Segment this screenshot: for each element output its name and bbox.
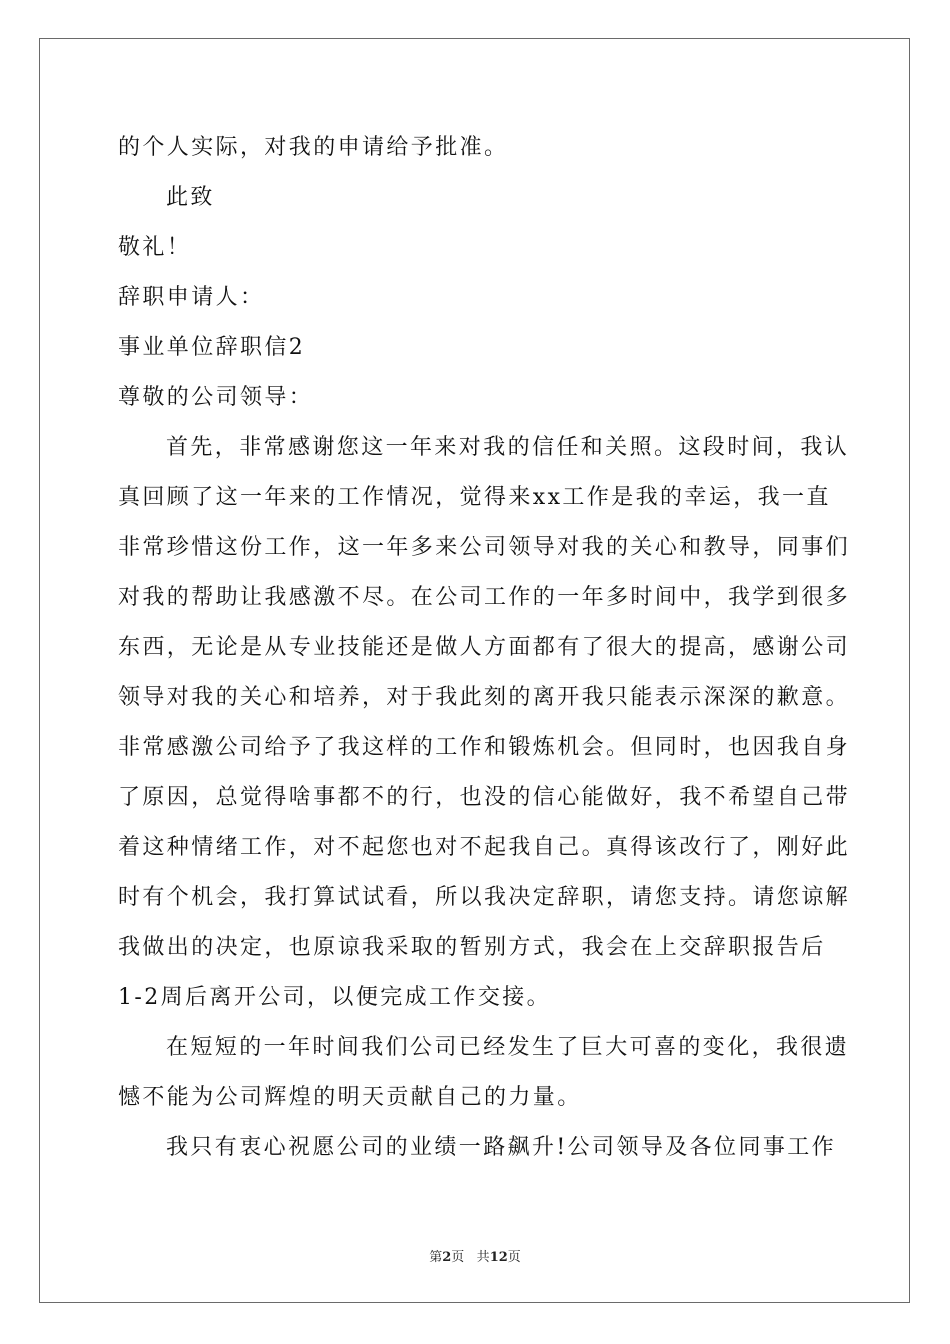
body-line: 的个人实际，对我的申请给予批准。: [118, 135, 509, 160]
letter-greeting: 尊敬的公司领导：: [118, 385, 314, 410]
body-line: 我只有衷心祝愿公司的业绩一路飙升!公司领导及各位同事工作: [166, 1135, 837, 1160]
page-footer: [0, 1246, 950, 1265]
body-line: 非常珍惜这份工作，这一年多来公司领导对我的关心和教导，同事们: [118, 535, 851, 560]
body-line: 1-2周后离开公司，以便完成工作交接。: [118, 985, 552, 1010]
body-line: 对我的帮助让我感激不尽。在公司工作的一年多时间中，我学到很多: [118, 585, 851, 610]
page-border: [39, 38, 910, 1303]
signature-label: 辞职申请人：: [118, 285, 265, 310]
footer-total-pages: 12: [489, 1250, 508, 1265]
section-title: 事业单位辞职信2: [118, 335, 306, 360]
closing-salutation: 此致: [166, 185, 215, 210]
footer-total-suffix: 页: [507, 1250, 521, 1265]
body-line: 在短短的一年时间我们公司已经发生了巨大可喜的变化，我很遗: [166, 1035, 850, 1060]
body-line: 我做出的决定，也原谅我采取的暂别方式，我会在上交辞职报告后: [118, 935, 826, 960]
closing-regards: 敬礼！: [118, 235, 192, 260]
body-line: 非常感激公司给予了我这样的工作和锻炼机会。但同时，也因我自身: [118, 735, 851, 760]
body-line: 东西，无论是从专业技能还是做人方面都有了很大的提高，感谢公司: [118, 635, 851, 660]
body-line: 领导对我的关心和培养，对于我此刻的离开我只能表示深深的歉意。: [118, 685, 851, 710]
body-line: 真回顾了这一年来的工作情况，觉得来xx工作是我的幸运，我一直: [118, 485, 831, 510]
body-line: 着这种情绪工作，对不起您也对不起我自己。真得该改行了，刚好此: [118, 835, 851, 860]
body-line: 憾不能为公司辉煌的明天贡献自己的力量。: [118, 1085, 582, 1110]
footer-current-page: 2: [442, 1250, 452, 1265]
footer-page-suffix: 页: [451, 1250, 465, 1265]
body-line: 时有个机会，我打算试试看，所以我决定辞职，请您支持。请您谅解: [118, 885, 851, 910]
body-line: 了原因，总觉得啥事都不的行，也没的信心能做好，我不希望自己带: [118, 785, 851, 810]
body-line: 首先，非常感谢您这一年来对我的信任和关照。这段时间，我认: [166, 435, 850, 460]
footer-total-prefix: 共: [476, 1250, 490, 1265]
footer-page-prefix: 第: [429, 1250, 443, 1265]
